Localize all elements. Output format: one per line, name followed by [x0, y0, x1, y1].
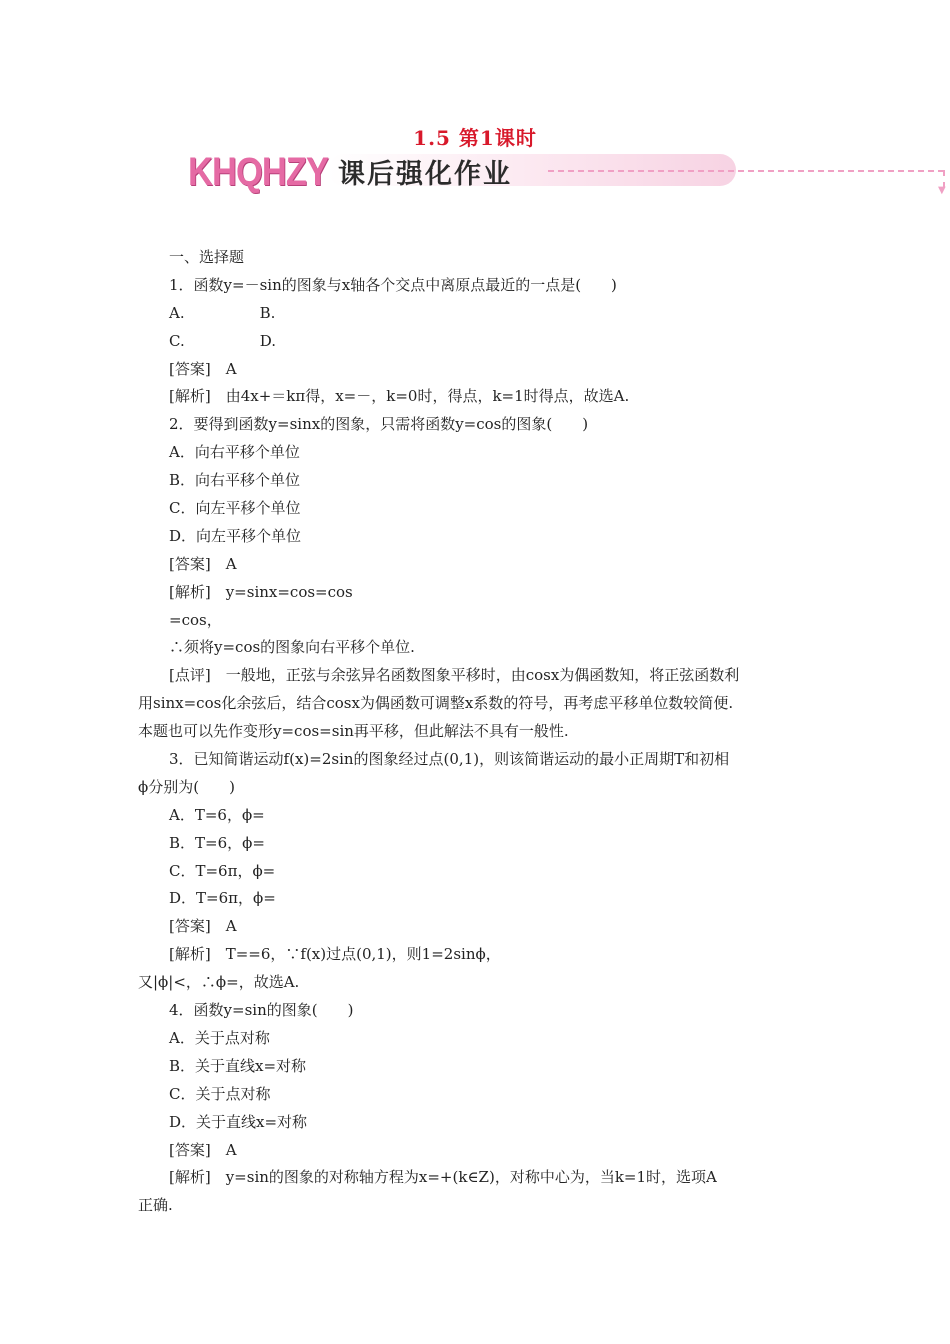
banner-dashed-line: [548, 170, 944, 172]
q2-conclusion: ∴须将y=cos的图象向右平移个单位.: [169, 638, 415, 657]
q4-option-c: C．关于点对称: [169, 1084, 271, 1103]
question-1: 1．函数y=－sin的图象与x轴各个交点中离原点最近的一点是( ): [169, 275, 617, 294]
q3-option-c: C．T=6π，ϕ=: [169, 861, 276, 880]
q3-analysis-cont: 又|ϕ|<，∴ϕ=，故选A.: [138, 973, 300, 992]
q2-option-d: D．向左平移个单位: [169, 526, 302, 545]
q3-answer: [答案] A: [169, 917, 237, 936]
q3-option-b: B．T=6，ϕ=: [169, 833, 265, 852]
q2-comment-cont: 用sinx=cos化余弦后，结合cosx为偶函数可调整x系数的符号，再考虑平移单位数较简便.: [138, 694, 734, 713]
page-title: 1.5 第1课时: [413, 126, 537, 150]
q3-analysis: [解析] T==6，∵f(x)过点(0,1)，则1=2sinϕ，: [169, 945, 501, 964]
q2-comment-end: 本题也可以先作变形y=cos=sin再平移，但此解法不具有一般性.: [138, 722, 569, 741]
q3-option-d: D．T=6π，ϕ=: [169, 889, 276, 908]
section-heading: 一、选择题: [169, 248, 245, 266]
q2-comment: [点评] 一般地，正弦与余弦异名函数图象平移时，由cosx为偶函数知，将正弦函数利: [169, 666, 740, 685]
banner-subtitle: 课后强化作业: [338, 159, 512, 190]
question-3-cont: ϕ分别为( ): [138, 777, 235, 796]
q1-options-cd: C. D.: [169, 331, 276, 350]
khqhzy-logo: KHQHZY: [188, 150, 329, 194]
q4-option-d: D．关于直线x=对称: [169, 1112, 308, 1131]
q2-option-a: A．向右平移个单位: [169, 443, 300, 462]
q1-analysis: [解析] 由4x+＝kπ得，x=－，k=0时，得点，k=1时得点，故选A.: [169, 387, 630, 406]
header-banner: [188, 148, 946, 198]
question-3: 3．已知简谐运动f(x)=2sin的图象经过点(0,1)，则该简谐运动的最小正周期T和初相: [169, 750, 730, 769]
q2-answer: [答案] A: [169, 554, 237, 573]
question-2: 2．要得到函数y=sinx的图象，只需将函数y=cos的图象( ): [169, 415, 589, 434]
q1-answer: [答案] A: [169, 359, 237, 378]
q2-analysis-cont: =cos，: [169, 610, 222, 629]
q2-option-b: B．向右平移个单位: [169, 471, 301, 490]
q3-option-a: A．T=6，ϕ=: [169, 805, 265, 824]
q4-analysis-end: 正确.: [138, 1196, 173, 1215]
q4-analysis: [解析] y=sin的图象的对称轴方程为x=+(k∈Z)，对称中心为，当k=1时，选项A: [169, 1168, 717, 1187]
down-arrow-icon: ▼: [938, 185, 946, 196]
q4-option-b: B．关于直线x=对称: [169, 1056, 307, 1075]
q2-option-c: C．向左平移个单位: [169, 499, 301, 518]
document-body: [138, 244, 818, 1220]
question-4: 4．函数y=sin的图象( ): [169, 1001, 354, 1020]
q2-analysis: [解析] y=sinx=cos=cos: [169, 582, 353, 601]
q1-options-ab: A. B.: [169, 303, 276, 322]
q4-answer: [答案] A: [169, 1140, 237, 1159]
q4-option-a: A．关于点对称: [169, 1028, 270, 1047]
